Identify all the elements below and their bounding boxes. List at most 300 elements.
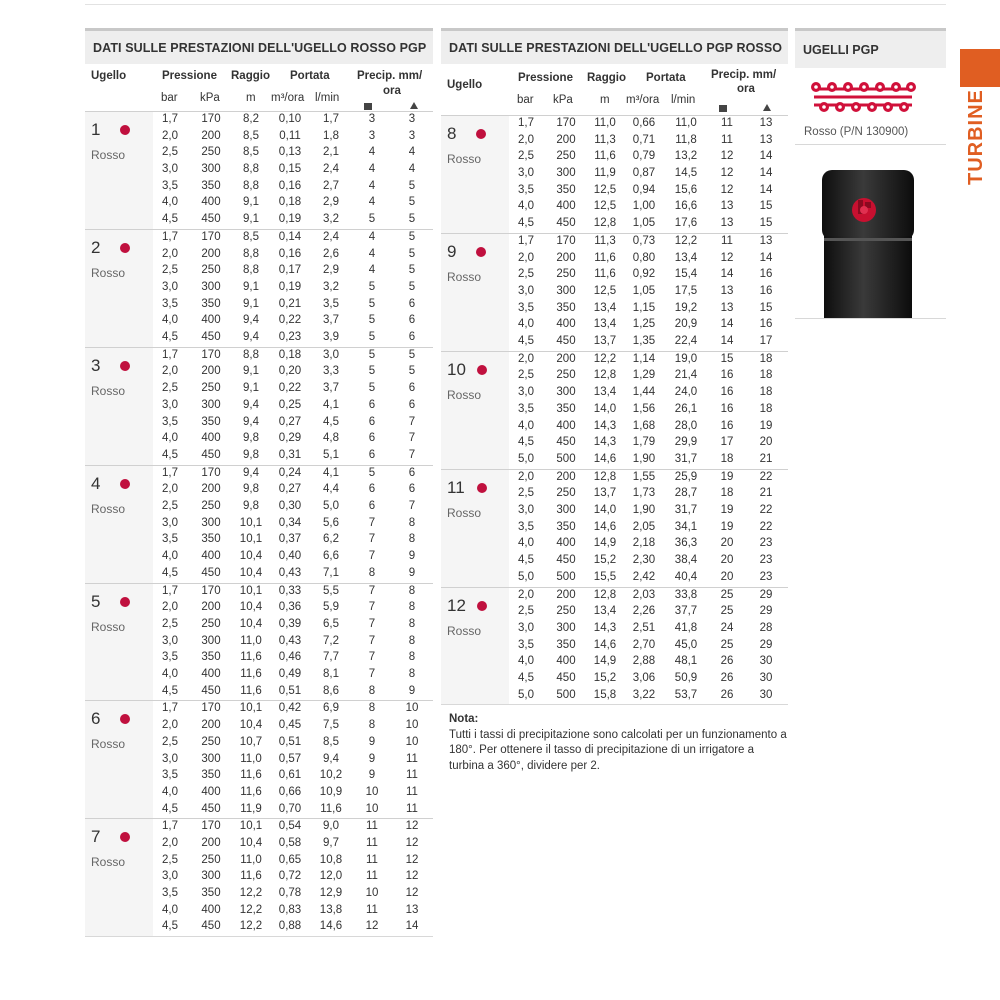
table-cell: 31,7 bbox=[674, 504, 698, 517]
table-cell: 4,5 bbox=[162, 448, 178, 461]
table-cell: 250 bbox=[556, 268, 576, 281]
table-cell: 2,5 bbox=[162, 146, 178, 159]
table-cell: 22 bbox=[759, 470, 773, 483]
table-row bbox=[441, 301, 788, 318]
table-cell: 5,1 bbox=[323, 448, 339, 461]
table-cell: 4,5 bbox=[162, 331, 178, 344]
table-cell: 9 bbox=[368, 735, 376, 748]
table-cell: 250 bbox=[201, 382, 221, 395]
table-cell: 6 bbox=[368, 415, 376, 428]
table-row bbox=[85, 650, 433, 667]
table-cell: 12,2 bbox=[593, 352, 617, 365]
table-cell: 1,90 bbox=[632, 452, 656, 465]
table-cell: 29 bbox=[759, 638, 773, 651]
table-row bbox=[85, 230, 433, 247]
table-cell: 3 bbox=[368, 113, 376, 125]
table-cell: 9,1 bbox=[243, 213, 259, 226]
table-cell: 4 bbox=[368, 196, 376, 209]
table-cell: 1,7 bbox=[162, 230, 178, 243]
table-cell: 500 bbox=[556, 452, 576, 465]
table-row bbox=[85, 516, 433, 533]
nozzle-group bbox=[85, 700, 433, 818]
table-cell: 8,5 bbox=[323, 735, 339, 748]
table-cell: 3,0 bbox=[518, 621, 534, 634]
table-row bbox=[441, 503, 788, 520]
table-cell: 3,5 bbox=[518, 301, 534, 314]
table-row bbox=[85, 802, 433, 819]
table-cell: 6 bbox=[368, 483, 376, 496]
table-cell: 10,1 bbox=[239, 702, 263, 715]
table-cell: 7 bbox=[408, 432, 416, 445]
table-cell: 9 bbox=[368, 752, 376, 765]
table-cell: 0,66 bbox=[632, 117, 656, 129]
table-cell: 10 bbox=[405, 735, 419, 748]
table-cell: 14,6 bbox=[593, 638, 617, 651]
table-cell: 9 bbox=[368, 769, 376, 782]
table-cell: 5 bbox=[368, 297, 376, 310]
table-row bbox=[441, 149, 788, 166]
table-cell: 350 bbox=[556, 520, 576, 533]
table-cell: 2,5 bbox=[162, 382, 178, 395]
nozzle-group bbox=[441, 351, 788, 469]
table-row bbox=[441, 199, 788, 216]
table-cell: 300 bbox=[201, 752, 221, 765]
table-row bbox=[85, 482, 433, 499]
table-cell: 7 bbox=[368, 668, 376, 680]
table-cell: 14,0 bbox=[593, 402, 617, 415]
table-cell: 3,0 bbox=[162, 870, 178, 883]
table-cell: 4,4 bbox=[323, 483, 339, 496]
table-row bbox=[441, 133, 788, 150]
table-cell: 37,7 bbox=[674, 605, 698, 618]
right-table-bottom-rule bbox=[441, 704, 788, 705]
table-cell: 5 bbox=[408, 264, 416, 277]
nozzle-group bbox=[85, 583, 433, 701]
table-cell: 5,0 bbox=[518, 570, 534, 583]
table-cell: 2,4 bbox=[323, 163, 339, 176]
table-cell: 10,4 bbox=[239, 837, 263, 850]
table-cell: 250 bbox=[201, 735, 221, 748]
table-row bbox=[85, 718, 433, 735]
table-cell: 15 bbox=[759, 200, 773, 213]
table-cell: 200 bbox=[201, 129, 221, 142]
unit-m: m bbox=[246, 92, 256, 104]
unit-lmin: l/min bbox=[315, 92, 340, 104]
table-row bbox=[85, 617, 433, 634]
table-row bbox=[85, 752, 433, 769]
table-cell: 0,18 bbox=[278, 348, 302, 361]
table-cell: 0,45 bbox=[278, 719, 302, 732]
table-row bbox=[441, 520, 788, 537]
table-cell: 9,4 bbox=[243, 466, 259, 479]
table-cell: 4 bbox=[368, 247, 376, 260]
table-cell: 18 bbox=[759, 402, 773, 415]
table-cell: 1,8 bbox=[323, 129, 339, 142]
nozzle-number: 5 bbox=[91, 591, 101, 611]
nozzle-color: Rosso bbox=[91, 383, 126, 398]
table-cell: 10,8 bbox=[319, 853, 343, 866]
table-cell: 3,0 bbox=[162, 163, 178, 176]
table-cell: 200 bbox=[201, 719, 221, 732]
table-cell: 4,0 bbox=[162, 785, 178, 798]
table-cell: 0,34 bbox=[278, 516, 302, 529]
table-cell: 0,22 bbox=[278, 382, 302, 395]
table-cell: 200 bbox=[556, 251, 576, 264]
right-column-headers bbox=[441, 64, 788, 115]
table-row bbox=[85, 819, 433, 836]
table-cell: 2,5 bbox=[162, 735, 178, 748]
top-rule bbox=[85, 4, 946, 5]
table-cell: 14 bbox=[720, 335, 734, 348]
table-cell: 3,0 bbox=[162, 398, 178, 411]
table-cell: 2,5 bbox=[518, 369, 534, 382]
col-raggio: Raggio bbox=[587, 72, 626, 84]
table-cell: 2,7 bbox=[323, 179, 339, 192]
nozzle-group bbox=[441, 233, 788, 351]
table-cell: 8,1 bbox=[323, 668, 339, 680]
table-cell: 2,03 bbox=[632, 588, 656, 601]
table-cell: 13 bbox=[720, 200, 734, 213]
table-cell: 1,90 bbox=[632, 504, 656, 517]
nozzle-number: 12 bbox=[447, 595, 466, 615]
table-cell: 500 bbox=[556, 570, 576, 583]
table-cell: 7 bbox=[408, 500, 416, 513]
table-cell: 5,6 bbox=[323, 516, 339, 529]
table-cell: 9,4 bbox=[243, 314, 259, 327]
table-cell: 5 bbox=[368, 365, 376, 378]
table-cell: 0,11 bbox=[279, 129, 301, 142]
table-cell: 19 bbox=[720, 504, 734, 517]
table-cell: 8 bbox=[408, 668, 416, 680]
unit-m: m bbox=[600, 94, 610, 106]
table-row bbox=[85, 785, 433, 802]
table-cell: 4,5 bbox=[162, 684, 178, 697]
table-cell: 7,1 bbox=[323, 566, 339, 579]
table-cell: 21 bbox=[759, 487, 773, 500]
table-row bbox=[85, 667, 433, 684]
table-cell: 17,6 bbox=[674, 217, 698, 230]
table-cell: 0,92 bbox=[632, 268, 656, 281]
table-cell: 200 bbox=[556, 352, 576, 365]
table-cell: 8 bbox=[408, 516, 416, 529]
table-cell: 45,0 bbox=[674, 638, 698, 651]
table-cell: 2,0 bbox=[162, 601, 178, 614]
table-cell: 11,6 bbox=[594, 150, 616, 163]
table-cell: 3,7 bbox=[323, 314, 339, 327]
nozzle-color: Rosso bbox=[91, 148, 126, 162]
col-precip-2: ora bbox=[737, 83, 755, 95]
table-row bbox=[85, 869, 433, 886]
table-cell: 2,5 bbox=[518, 487, 534, 500]
table-cell: 5 bbox=[408, 196, 416, 209]
table-cell: 17 bbox=[720, 436, 734, 449]
table-cell: 300 bbox=[556, 284, 576, 297]
table-cell: 200 bbox=[201, 247, 221, 260]
table-cell: 26 bbox=[720, 655, 734, 668]
table-cell: 2,1 bbox=[323, 146, 339, 159]
table-cell: 12 bbox=[405, 820, 419, 833]
note bbox=[449, 712, 789, 774]
table-cell: 3,0 bbox=[162, 752, 178, 765]
sidebar-title: UGELLI PGP bbox=[795, 28, 946, 68]
table-cell: 5 bbox=[408, 348, 416, 361]
unit-bar: bar bbox=[161, 92, 178, 104]
table-cell: 26,1 bbox=[674, 402, 698, 415]
nozzle-color: Rosso bbox=[447, 505, 482, 520]
table-cell: 0,29 bbox=[278, 432, 302, 445]
unit-m3: m³/ora bbox=[626, 94, 660, 106]
table-cell: 300 bbox=[201, 516, 221, 529]
table-cell: 30 bbox=[759, 688, 773, 701]
table-cell: 170 bbox=[201, 584, 221, 597]
table-cell: 2,6 bbox=[323, 247, 339, 260]
table-cell: 400 bbox=[556, 419, 576, 432]
table-cell: 0,83 bbox=[278, 903, 302, 916]
table-cell: 400 bbox=[556, 655, 576, 668]
table-cell: 0,42 bbox=[278, 702, 302, 715]
table-cell: 450 bbox=[201, 213, 221, 226]
table-cell: 0,18 bbox=[278, 196, 302, 209]
table-cell: 8 bbox=[368, 702, 376, 715]
nozzle-number: 2 bbox=[91, 237, 101, 257]
table-cell: 400 bbox=[201, 550, 221, 563]
table-cell: 13 bbox=[720, 301, 734, 314]
table-cell: 3,5 bbox=[162, 651, 178, 664]
table-cell: 2,5 bbox=[518, 150, 534, 163]
nozzle-tree-image bbox=[808, 77, 918, 122]
table-cell: 15 bbox=[720, 352, 734, 365]
table-cell: 0,78 bbox=[278, 887, 302, 900]
table-cell: 16,6 bbox=[674, 200, 698, 213]
table-cell: 5,0 bbox=[323, 500, 339, 513]
table-cell: 4,5 bbox=[518, 672, 534, 684]
table-cell: 16 bbox=[720, 419, 734, 432]
table-cell: 16 bbox=[759, 318, 773, 331]
table-cell: 25 bbox=[720, 605, 734, 618]
table-cell: 3,5 bbox=[518, 402, 534, 415]
table-cell: 0,16 bbox=[278, 247, 302, 260]
table-row bbox=[441, 334, 788, 351]
table-row bbox=[85, 735, 433, 752]
table-cell: 4,0 bbox=[518, 537, 534, 550]
table-cell: 7 bbox=[368, 651, 376, 664]
table-cell: 6 bbox=[408, 314, 416, 327]
table-cell: 8,8 bbox=[243, 247, 259, 260]
table-cell: 300 bbox=[201, 280, 221, 293]
table-cell: 25 bbox=[720, 638, 734, 651]
table-cell: 11,3 bbox=[594, 133, 616, 146]
table-cell: 12,2 bbox=[674, 234, 698, 247]
table-cell: 2,9 bbox=[323, 264, 339, 277]
table-cell: 12 bbox=[405, 870, 419, 883]
table-cell: 4,0 bbox=[162, 196, 178, 209]
table-cell: 6 bbox=[408, 331, 416, 344]
table-cell: 200 bbox=[201, 483, 221, 496]
table-cell: 6 bbox=[368, 398, 376, 411]
table-cell: 12,2 bbox=[239, 887, 263, 900]
table-cell: 26 bbox=[720, 672, 734, 684]
table-cell: 1,7 bbox=[323, 113, 339, 125]
table-cell: 8,5 bbox=[243, 146, 259, 159]
nozzle-number: 3 bbox=[91, 355, 101, 375]
table-cell: 19 bbox=[720, 520, 734, 533]
table-cell: 5,0 bbox=[518, 688, 534, 701]
table-cell: 9 bbox=[408, 550, 416, 563]
table-cell: 400 bbox=[201, 432, 221, 445]
table-cell: 5 bbox=[408, 230, 416, 243]
table-cell: 11,6 bbox=[240, 668, 262, 680]
table-cell: 13,7 bbox=[593, 487, 617, 500]
table-cell: 14 bbox=[405, 920, 419, 933]
table-cell: 7 bbox=[368, 550, 376, 563]
table-row bbox=[441, 166, 788, 183]
table-cell: 250 bbox=[201, 617, 221, 630]
table-row bbox=[85, 348, 433, 365]
table-cell: 0,71 bbox=[632, 133, 656, 146]
table-cell: 1,29 bbox=[632, 369, 656, 382]
table-cell: 200 bbox=[556, 133, 576, 146]
table-row bbox=[441, 251, 788, 268]
table-cell: 250 bbox=[201, 853, 221, 866]
table-cell: 9,4 bbox=[243, 415, 259, 428]
table-cell: 24,0 bbox=[674, 386, 698, 399]
table-cell: 0,16 bbox=[278, 179, 302, 192]
table-row bbox=[85, 195, 433, 212]
table-cell: 4,0 bbox=[518, 318, 534, 331]
table-cell: 12 bbox=[405, 887, 419, 900]
table-cell: 13 bbox=[759, 133, 773, 146]
table-cell: 19 bbox=[720, 470, 734, 483]
table-cell: 9,4 bbox=[243, 398, 259, 411]
table-cell: 4,0 bbox=[518, 655, 534, 668]
table-row bbox=[85, 330, 433, 347]
table-cell: 300 bbox=[201, 634, 221, 647]
table-cell: 13,4 bbox=[593, 605, 617, 618]
table-cell: 8,8 bbox=[243, 264, 259, 277]
table-cell: 0,65 bbox=[278, 853, 302, 866]
table-cell: 6 bbox=[368, 500, 376, 513]
table-cell: 12 bbox=[720, 167, 734, 180]
table-row bbox=[441, 588, 788, 605]
table-cell: 400 bbox=[201, 314, 221, 327]
table-cell: 350 bbox=[556, 301, 576, 314]
table-cell: 450 bbox=[201, 802, 221, 815]
table-cell: 0,27 bbox=[278, 415, 302, 428]
table-cell: 0,24 bbox=[278, 466, 302, 479]
table-cell: 12,2 bbox=[239, 903, 263, 916]
nozzle-group bbox=[85, 347, 433, 465]
table-row bbox=[85, 179, 433, 196]
table-cell: 9,8 bbox=[243, 500, 259, 513]
table-cell: 2,5 bbox=[162, 500, 178, 513]
table-cell: 20,9 bbox=[674, 318, 698, 331]
sidebar-bottom-rule bbox=[795, 318, 946, 319]
table-cell: 13 bbox=[759, 234, 773, 247]
table-cell: 17,5 bbox=[674, 284, 698, 297]
table-cell: 2,30 bbox=[632, 554, 656, 567]
table-cell: 12,5 bbox=[593, 183, 617, 196]
table-cell: 6 bbox=[408, 466, 416, 479]
table-cell: 5 bbox=[408, 213, 416, 226]
nozzle-number: 6 bbox=[91, 709, 101, 729]
nozzle-sidebar bbox=[795, 28, 946, 68]
table-cell: 170 bbox=[201, 348, 221, 361]
table-cell: 200 bbox=[201, 837, 221, 850]
table-cell: 7,5 bbox=[323, 719, 339, 732]
right-performance-table bbox=[441, 28, 788, 705]
table-row bbox=[85, 381, 433, 398]
table-row bbox=[85, 768, 433, 785]
table-cell: 17 bbox=[759, 335, 773, 348]
table-row bbox=[85, 263, 433, 280]
table-cell: 450 bbox=[201, 684, 221, 697]
table-cell: 33,8 bbox=[674, 588, 698, 601]
table-cell: 0,27 bbox=[278, 483, 302, 496]
table-cell: 400 bbox=[556, 200, 576, 213]
table-cell: 14,6 bbox=[593, 520, 617, 533]
table-row bbox=[441, 570, 788, 587]
nozzle-color: Rosso bbox=[91, 737, 126, 752]
table-cell: 450 bbox=[201, 920, 221, 933]
table-cell: 4,5 bbox=[518, 217, 534, 230]
table-cell: 3,5 bbox=[162, 769, 178, 782]
nozzle-color: Rosso bbox=[447, 152, 482, 166]
table-cell: 14,5 bbox=[674, 167, 698, 180]
table-cell: 5,9 bbox=[323, 601, 339, 614]
unit-lmin: l/min bbox=[671, 94, 696, 106]
table-cell: 6,5 bbox=[323, 617, 339, 630]
table-cell: 2,70 bbox=[632, 638, 656, 651]
table-row bbox=[85, 836, 433, 853]
table-cell: 1,7 bbox=[162, 113, 178, 125]
table-cell: 0,15 bbox=[278, 163, 302, 176]
table-cell: 1,7 bbox=[162, 348, 178, 361]
table-cell: 12,8 bbox=[593, 217, 617, 230]
table-row bbox=[441, 183, 788, 200]
table-cell: 170 bbox=[201, 466, 221, 479]
table-cell: 0,25 bbox=[278, 398, 302, 411]
table-cell: 2,5 bbox=[518, 268, 534, 281]
table-cell: 170 bbox=[201, 230, 221, 243]
table-cell: 0,80 bbox=[632, 251, 656, 264]
table-cell: 10,9 bbox=[319, 785, 343, 798]
table-cell: 2,0 bbox=[518, 588, 534, 601]
col-ugello: Ugello bbox=[91, 70, 127, 82]
nozzle-color: Rosso bbox=[91, 501, 126, 516]
table-cell: 25,9 bbox=[674, 470, 698, 483]
table-cell: 9,4 bbox=[243, 331, 259, 344]
table-cell: 3,5 bbox=[162, 179, 178, 192]
table-cell: 11 bbox=[366, 820, 378, 833]
table-cell: 14,6 bbox=[319, 920, 343, 933]
table-cell: 3,5 bbox=[518, 520, 534, 533]
table-cell: 25 bbox=[720, 588, 734, 601]
table-cell: 12 bbox=[405, 837, 419, 850]
nozzle-number: 10 bbox=[447, 359, 466, 379]
table-cell: 350 bbox=[556, 638, 576, 651]
nozzle-group bbox=[441, 469, 788, 587]
right-groups bbox=[441, 115, 788, 704]
table-cell: 30 bbox=[759, 672, 773, 684]
table-cell: 170 bbox=[201, 702, 221, 715]
table-cell: 22 bbox=[759, 520, 773, 533]
table-cell: 4,1 bbox=[323, 466, 339, 479]
table-cell: 8,8 bbox=[243, 348, 259, 361]
table-cell: 11,9 bbox=[594, 167, 616, 180]
table-row bbox=[441, 368, 788, 385]
table-cell: 50,9 bbox=[674, 672, 698, 684]
nozzle-number: 7 bbox=[91, 827, 101, 847]
